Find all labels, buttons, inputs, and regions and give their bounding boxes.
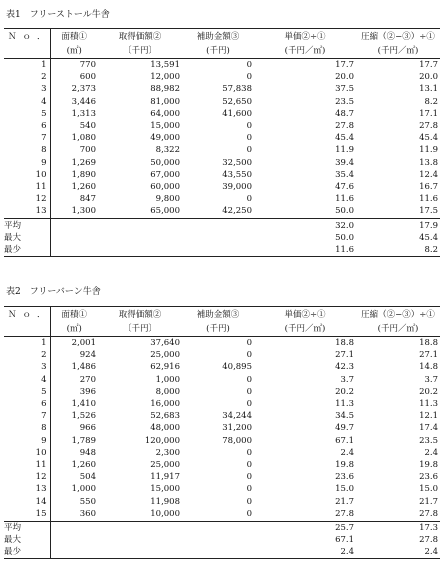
- cell-compressed: 20.2: [419, 386, 438, 397]
- table-row: [4, 422, 440, 434]
- cell-no: 3: [4, 361, 50, 373]
- cell-cost: 67,000: [150, 169, 180, 180]
- cell-unit-price: 42.3: [335, 362, 354, 373]
- cell-subsidy: 0: [246, 447, 252, 458]
- cell-no: 5: [4, 386, 50, 398]
- header-cost: 取得価額②: [118, 310, 162, 320]
- cell-cost: 25,000: [150, 459, 180, 470]
- table-row: [4, 71, 440, 83]
- table-row: [4, 193, 440, 205]
- summary-unit-price: 50.0: [335, 232, 354, 243]
- cell-cost: 13,591: [150, 60, 180, 71]
- summary-label: 最大: [4, 534, 50, 546]
- cell-area: 700: [79, 145, 96, 156]
- cell-no: 5: [4, 108, 50, 120]
- table-row: [4, 398, 440, 410]
- table-row: [4, 386, 440, 398]
- cell-no: 1: [4, 59, 50, 72]
- summary-compressed: 17.9: [419, 220, 438, 231]
- cell-no: 13: [4, 205, 50, 219]
- cell-cost: 120,000: [144, 435, 180, 446]
- cell-subsidy: 52,650: [222, 96, 252, 107]
- cell-unit-price: 50.0: [335, 206, 354, 217]
- cell-cost: 12,000: [150, 72, 180, 83]
- cell-subsidy: 32,500: [222, 157, 252, 168]
- table-row: [4, 410, 440, 422]
- cell-cost: 8,322: [155, 145, 180, 156]
- cell-area: 1,269: [71, 157, 96, 168]
- summary-label: 最少: [4, 244, 50, 257]
- cell-subsidy: 0: [246, 508, 252, 519]
- summary-row: [4, 534, 440, 546]
- cell-subsidy: 0: [246, 121, 252, 132]
- cell-cost: 48,000: [150, 423, 180, 434]
- cell-compressed: 11.6: [419, 194, 438, 205]
- cell-area: 1,486: [71, 362, 96, 373]
- header-cost-unit: 〔千円〕: [122, 324, 157, 334]
- cell-unit-price: 21.7: [335, 496, 354, 507]
- header-compressed-unit: (千円／㎡): [377, 324, 419, 334]
- summary-empty-cell: [182, 244, 254, 257]
- cell-subsidy: 31,200: [222, 423, 252, 434]
- cell-subsidy: 34,244: [222, 411, 252, 422]
- table-row: [4, 59, 440, 72]
- cell-no: 4: [4, 96, 50, 108]
- summary-empty-cell: [98, 521, 182, 534]
- cell-unit-price: 39.4: [335, 157, 354, 168]
- cell-area: 1,890: [71, 169, 96, 180]
- cell-unit-price: 20.0: [335, 72, 354, 83]
- cell-no: 14: [4, 495, 50, 507]
- cell-no: 6: [4, 120, 50, 132]
- cell-cost: 8,000: [155, 386, 180, 397]
- cell-cost: 11,908: [150, 496, 180, 507]
- summary-unit-price: 2.4: [340, 547, 354, 558]
- cell-unit-price: 11.3: [335, 399, 354, 410]
- cell-area: 396: [79, 386, 96, 397]
- header-area-unit: (㎡): [66, 324, 82, 334]
- header-subsidy: 補助金額③: [196, 310, 240, 320]
- cell-unit-price: 17.7: [335, 60, 354, 71]
- table1-freestall-barn: [4, 28, 440, 257]
- cell-area: 966: [79, 423, 96, 434]
- table-row: [4, 108, 440, 120]
- cell-compressed: 13.1: [419, 84, 438, 95]
- cell-no: 10: [4, 169, 50, 181]
- cell-subsidy: 78,000: [222, 435, 252, 446]
- summary-empty-cell: [50, 521, 98, 534]
- summary-empty-cell: [50, 534, 98, 546]
- cell-compressed: 2.4: [424, 447, 438, 458]
- table-row: [4, 144, 440, 156]
- cell-cost: 50,000: [150, 157, 180, 168]
- summary-empty-cell: [50, 244, 98, 257]
- cell-unit-price: 34.5: [335, 411, 354, 422]
- header-area: 面積①: [61, 310, 87, 320]
- cell-no: 11: [4, 181, 50, 193]
- cell-no: 2: [4, 349, 50, 361]
- cell-subsidy: 0: [246, 133, 252, 144]
- summary-empty-cell: [98, 546, 182, 559]
- cell-unit-price: 48.7: [335, 108, 354, 119]
- cell-area: 1,313: [71, 108, 96, 119]
- cell-unit-price: 37.5: [335, 84, 354, 95]
- cell-compressed: 19.8: [419, 459, 438, 470]
- header-cost: 取得価額②: [118, 32, 162, 42]
- summary-compressed: 27.8: [419, 535, 438, 546]
- header-no-blank: [4, 45, 50, 59]
- table-row: [4, 337, 440, 350]
- cell-compressed: 17.4: [419, 423, 438, 434]
- cell-unit-price: 18.8: [335, 338, 354, 349]
- summary-empty-cell: [50, 232, 98, 244]
- header-no-blank: [4, 323, 50, 337]
- header-unit-price: 単価②÷①: [284, 310, 326, 320]
- summary-compressed: 45.4: [419, 232, 438, 243]
- table-row: [4, 508, 440, 522]
- header-area: 面積①: [61, 32, 87, 42]
- cell-compressed: 23.6: [419, 472, 438, 483]
- cell-subsidy: 40,895: [222, 362, 252, 373]
- cell-cost: 65,000: [150, 206, 180, 217]
- cell-no: 1: [4, 337, 50, 350]
- header-compressed: 圧縮（②−③）÷①: [361, 32, 435, 42]
- cell-area: 3,446: [71, 96, 96, 107]
- cell-unit-price: 11.9: [335, 145, 354, 156]
- cell-subsidy: 0: [246, 472, 252, 483]
- cell-cost: 2,300: [155, 447, 180, 458]
- table-row: [4, 374, 440, 386]
- table-row: [4, 120, 440, 132]
- table-row: [4, 157, 440, 169]
- cell-area: 1,080: [71, 133, 96, 144]
- cell-compressed: 45.4: [419, 133, 438, 144]
- cell-unit-price: 3.7: [340, 374, 354, 385]
- table1-body: [4, 59, 440, 219]
- table-row: [4, 435, 440, 447]
- cell-cost: 62,916: [150, 362, 180, 373]
- cell-compressed: 20.0: [419, 72, 438, 83]
- header-compressed: 圧縮（②−③）÷①: [361, 310, 435, 320]
- cell-subsidy: 0: [246, 72, 252, 83]
- table-row: [4, 495, 440, 507]
- cell-compressed: 17.1: [419, 108, 438, 119]
- cell-subsidy: 0: [246, 194, 252, 205]
- cell-area: 540: [79, 121, 96, 132]
- summary-empty-cell: [182, 534, 254, 546]
- cell-compressed: 11.9: [419, 145, 438, 156]
- table-row: [4, 205, 440, 219]
- summary-empty-cell: [182, 521, 254, 534]
- cell-area: 2,001: [71, 338, 96, 349]
- summary-label: 最大: [4, 232, 50, 244]
- header-subsidy: 補助金額③: [196, 32, 240, 42]
- cell-compressed: 17.7: [419, 60, 438, 71]
- header-no: Ｎｏ．: [4, 307, 50, 324]
- cell-cost: 15,000: [150, 484, 180, 495]
- cell-cost: 11,917: [150, 472, 180, 483]
- header-compressed-unit: (千円／㎡): [377, 46, 419, 56]
- summary-unit-price: 67.1: [335, 535, 354, 546]
- summary-empty-cell: [98, 219, 182, 232]
- cell-area: 1,526: [71, 411, 96, 422]
- table2-caption: 表2 フリーバーン牛舎: [6, 287, 101, 297]
- cell-cost: 64,000: [150, 108, 180, 119]
- cell-compressed: 12.1: [419, 411, 438, 422]
- summary-label: 平均: [4, 219, 50, 232]
- cell-subsidy: 0: [246, 350, 252, 361]
- cell-compressed: 27.1: [419, 350, 438, 361]
- cell-compressed: 12.4: [419, 169, 438, 180]
- cell-subsidy: 0: [246, 484, 252, 495]
- cell-subsidy: 0: [246, 338, 252, 349]
- table1-summary: [4, 219, 440, 257]
- cell-unit-price: 49.7: [335, 423, 354, 434]
- cell-area: 1,789: [71, 435, 96, 446]
- summary-empty-cell: [98, 534, 182, 546]
- summary-compressed: 2.4: [424, 547, 438, 558]
- cell-no: 6: [4, 398, 50, 410]
- cell-area: 1,260: [71, 181, 96, 192]
- table-row: [4, 83, 440, 95]
- table2-body: [4, 337, 440, 522]
- cell-no: 7: [4, 410, 50, 422]
- cell-area: 270: [79, 374, 96, 385]
- cell-no: 2: [4, 71, 50, 83]
- cell-subsidy: 41,600: [222, 108, 252, 119]
- cell-no: 12: [4, 471, 50, 483]
- cell-subsidy: 0: [246, 374, 252, 385]
- summary-row: [4, 219, 440, 232]
- cell-no: 15: [4, 508, 50, 522]
- summary-label: 最少: [4, 546, 50, 559]
- cell-cost: 16,000: [150, 399, 180, 410]
- cell-area: 360: [79, 508, 96, 519]
- cell-compressed: 14.8: [419, 362, 438, 373]
- cell-no: 8: [4, 422, 50, 434]
- cell-subsidy: 0: [246, 60, 252, 71]
- cell-cost: 88,982: [150, 84, 180, 95]
- cell-compressed: 16.7: [419, 181, 438, 192]
- cell-unit-price: 23.5: [335, 96, 354, 107]
- table-row: [4, 483, 440, 495]
- summary-unit-price: 25.7: [335, 522, 354, 533]
- cell-compressed: 17.5: [419, 206, 438, 217]
- cell-area: 924: [79, 350, 96, 361]
- summary-unit-price: 32.0: [335, 220, 354, 231]
- summary-row: [4, 546, 440, 559]
- cell-compressed: 27.8: [419, 508, 438, 519]
- cell-area: 948: [79, 447, 96, 458]
- cell-compressed: 21.7: [419, 496, 438, 507]
- table1-caption: 表1 フリーストール牛舎: [6, 10, 110, 20]
- cell-unit-price: 27.8: [335, 121, 354, 132]
- cell-unit-price: 47.6: [335, 181, 354, 192]
- cell-subsidy: 43,550: [222, 169, 252, 180]
- cell-unit-price: 27.8: [335, 508, 354, 519]
- cell-subsidy: 0: [246, 459, 252, 470]
- summary-row: [4, 521, 440, 534]
- table-row: [4, 361, 440, 373]
- summary-unit-price: 11.6: [335, 244, 354, 255]
- cell-compressed: 18.8: [419, 338, 438, 349]
- cell-cost: 15,000: [150, 121, 180, 132]
- cell-no: 9: [4, 435, 50, 447]
- cell-cost: 52,683: [150, 411, 180, 422]
- header-subsidy-unit: (千円): [206, 46, 230, 56]
- cell-cost: 81,000: [150, 96, 180, 107]
- cell-area: 600: [79, 72, 96, 83]
- cell-cost: 10,000: [150, 508, 180, 519]
- table-row: [4, 349, 440, 361]
- table-row: [4, 132, 440, 144]
- cell-unit-price: 11.6: [335, 194, 354, 205]
- cell-unit-price: 23.6: [335, 472, 354, 483]
- summary-row: [4, 244, 440, 257]
- summary-label: 平均: [4, 521, 50, 534]
- cell-cost: 1,000: [155, 374, 180, 385]
- cell-cost: 9,800: [155, 194, 180, 205]
- cell-no: 8: [4, 144, 50, 156]
- summary-compressed: 17.3: [419, 522, 438, 533]
- cell-unit-price: 27.1: [335, 350, 354, 361]
- summary-empty-cell: [182, 219, 254, 232]
- cell-area: 1,000: [71, 484, 96, 495]
- summary-row: [4, 232, 440, 244]
- table-row: [4, 96, 440, 108]
- cell-area: 1,260: [71, 459, 96, 470]
- cell-area: 847: [79, 194, 96, 205]
- cell-compressed: 15.0: [419, 484, 438, 495]
- table2-freebarn-barn: [4, 306, 440, 559]
- cell-no: 9: [4, 157, 50, 169]
- header-unit-price-unit: (千円／㎡): [284, 324, 326, 334]
- table-row: [4, 447, 440, 459]
- table2-summary: [4, 521, 440, 559]
- cell-unit-price: 67.1: [335, 435, 354, 446]
- cell-cost: 60,000: [150, 181, 180, 192]
- cell-compressed: 11.3: [419, 399, 438, 410]
- cell-no: 3: [4, 83, 50, 95]
- cell-area: 504: [79, 472, 96, 483]
- summary-empty-cell: [50, 219, 98, 232]
- cell-unit-price: 2.4: [340, 447, 354, 458]
- cell-unit-price: 35.4: [335, 169, 354, 180]
- header-area-unit: (㎡): [66, 46, 82, 56]
- summary-empty-cell: [182, 546, 254, 559]
- cell-no: 13: [4, 483, 50, 495]
- header-no: Ｎｏ．: [4, 29, 50, 46]
- summary-compressed: 8.2: [424, 244, 438, 255]
- cell-subsidy: 39,000: [222, 181, 252, 192]
- cell-cost: 25,000: [150, 350, 180, 361]
- cell-unit-price: 15.0: [335, 484, 354, 495]
- table-row: [4, 169, 440, 181]
- cell-area: 1,300: [71, 206, 96, 217]
- cell-no: 7: [4, 132, 50, 144]
- cell-unit-price: 20.2: [335, 386, 354, 397]
- header-subsidy-unit: (千円): [206, 324, 230, 334]
- cell-unit-price: 45.4: [335, 133, 354, 144]
- cell-cost: 49,000: [150, 133, 180, 144]
- header-cost-unit: 〔千円〕: [122, 46, 157, 56]
- cell-area: 550: [79, 496, 96, 507]
- cell-no: 10: [4, 447, 50, 459]
- cell-subsidy: 0: [246, 399, 252, 410]
- cell-subsidy: 0: [246, 496, 252, 507]
- cell-subsidy: 0: [246, 386, 252, 397]
- summary-empty-cell: [98, 244, 182, 257]
- cell-unit-price: 19.8: [335, 459, 354, 470]
- summary-empty-cell: [182, 232, 254, 244]
- cell-area: 2,373: [71, 84, 96, 95]
- header-unit-price: 単価②÷①: [284, 32, 326, 42]
- cell-compressed: 27.8: [419, 121, 438, 132]
- cell-no: 12: [4, 193, 50, 205]
- cell-no: 11: [4, 459, 50, 471]
- cell-subsidy: 0: [246, 145, 252, 156]
- cell-compressed: 13.8: [419, 157, 438, 168]
- cell-subsidy: 42,250: [222, 206, 252, 217]
- header-unit-price-unit: (千円／㎡): [284, 46, 326, 56]
- cell-subsidy: 57,838: [222, 84, 252, 95]
- summary-empty-cell: [50, 546, 98, 559]
- summary-empty-cell: [98, 232, 182, 244]
- cell-compressed: 3.7: [424, 374, 438, 385]
- table-row: [4, 471, 440, 483]
- cell-compressed: 8.2: [424, 96, 438, 107]
- table-row: [4, 181, 440, 193]
- cell-no: 4: [4, 374, 50, 386]
- cell-area: 770: [79, 60, 96, 71]
- cell-area: 1,410: [71, 399, 96, 410]
- cell-compressed: 23.5: [419, 435, 438, 446]
- cell-cost: 37,640: [150, 338, 180, 349]
- table-row: [4, 459, 440, 471]
